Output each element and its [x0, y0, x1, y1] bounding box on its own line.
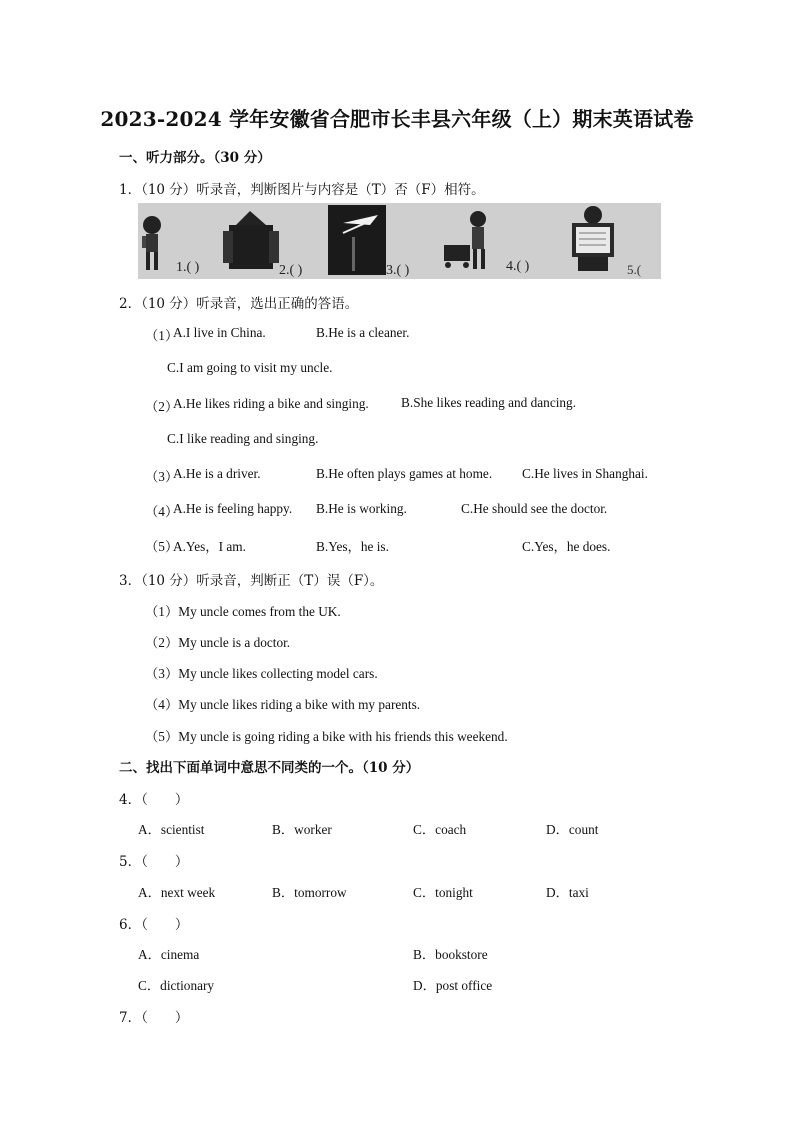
q2-item-3-number: （3）: [145, 469, 179, 484]
q5-option-c: C．tonight: [413, 885, 473, 900]
question-2: 2．（10 分）听录音，选出正确的答语。: [119, 296, 359, 312]
q2-item-4-option-b: B.He is working.: [316, 501, 407, 516]
q2-item-4-option-a: A.He is feeling happy.: [173, 501, 293, 516]
q2-item-2-option-c: C.I like reading and singing.: [167, 431, 319, 446]
q2-item-1-option-c: C.I am going to visit my uncle.: [167, 360, 333, 375]
q2-item-1-number: （1）: [145, 328, 179, 343]
section-2-heading: 二、找出下面单词中意思不同类的一个。（10 分）: [119, 760, 420, 776]
exam-title: 2023-2024 学年安徽省合肥市长丰县六年级（上）期末英语试卷: [100, 107, 694, 131]
picture-label-4: 4.( ): [506, 259, 530, 274]
picture-label-2: 2.( ): [279, 263, 303, 278]
picture-label-5: 5.(: [627, 262, 642, 277]
q6-option-c: C．dictionary: [138, 978, 215, 993]
q4-option-d: D．count: [546, 822, 599, 837]
q6-option-a: A．cinema: [138, 947, 200, 962]
q5-option-a: A．next week: [138, 885, 216, 900]
question-7: 7．（ ）: [119, 1010, 189, 1026]
q6-option-d: D．post office: [413, 978, 493, 993]
picture-label-1: 1.( ): [176, 260, 200, 275]
q2-item-5-option-a: A.Yes，I am.: [173, 539, 246, 554]
q2-item-3-option-c: C.He lives in Shanghai.: [522, 466, 648, 481]
house-icon: [223, 211, 279, 269]
question-1: 1．（10 分）听录音，判断图片与内容是（T）否（F）相符。: [119, 182, 485, 198]
question-6: 6．（ ）: [119, 917, 189, 933]
q4-option-c: C．coach: [413, 822, 467, 837]
q5-option-d: D．taxi: [546, 885, 589, 900]
airplane-sign-icon: [328, 205, 386, 275]
q2-item-2-option-a: A.He likes riding a bike and singing.: [173, 396, 369, 411]
question-3: 3．（10 分）听录音，判断正（T）误（F）。: [119, 573, 384, 589]
q3-statement-2: （2）My uncle is a doctor.: [145, 635, 291, 650]
q3-statement-4: （4）My uncle likes riding a bike with my parents.: [145, 697, 421, 712]
q2-item-1-option-b: B.He is a cleaner.: [316, 325, 410, 340]
q2-item-4-number: （4）: [145, 504, 179, 519]
q2-item-5-option-b: B.Yes，he is.: [316, 539, 389, 554]
q4-option-a: A．scientist: [138, 822, 205, 837]
q4-option-b: B．worker: [272, 822, 332, 837]
q3-statement-1: （1）My uncle comes from the UK.: [145, 604, 341, 619]
picture-label-3: 3.( ): [386, 263, 410, 278]
q2-item-3-option-a: A.He is a driver.: [173, 466, 261, 481]
q5-option-b: B．tomorrow: [272, 885, 347, 900]
newspaper-reader-icon: [572, 206, 614, 271]
q2-item-5-number: （5）: [145, 539, 179, 554]
q2-item-2-number: （2）: [145, 399, 179, 414]
question-4: 4．（ ）: [119, 792, 189, 808]
q3-statement-5: （5）My uncle is going riding a bike with his friends this weekend.: [145, 729, 508, 744]
q2-item-5-option-c: C.Yes，he does.: [522, 539, 611, 554]
listening-picture-strip: [138, 203, 661, 279]
q2-item-2-option-b: B.She likes reading and dancing.: [401, 395, 577, 410]
q3-statement-3: （3）My uncle likes collecting model cars.: [145, 666, 378, 681]
q2-item-3-option-b: B.He often plays games at home.: [316, 466, 493, 481]
q2-item-1-option-a: A.I live in China.: [173, 325, 266, 340]
girl-cart-icon: [444, 211, 486, 269]
q6-option-b: B．bookstore: [413, 947, 488, 962]
q2-item-4-option-c: C.He should see the doctor.: [461, 501, 608, 516]
question-5: 5．（ ）: [119, 854, 189, 870]
boy-figure-icon: [142, 216, 161, 270]
section-1-heading: 一、听力部分。（30 分）: [119, 150, 271, 166]
